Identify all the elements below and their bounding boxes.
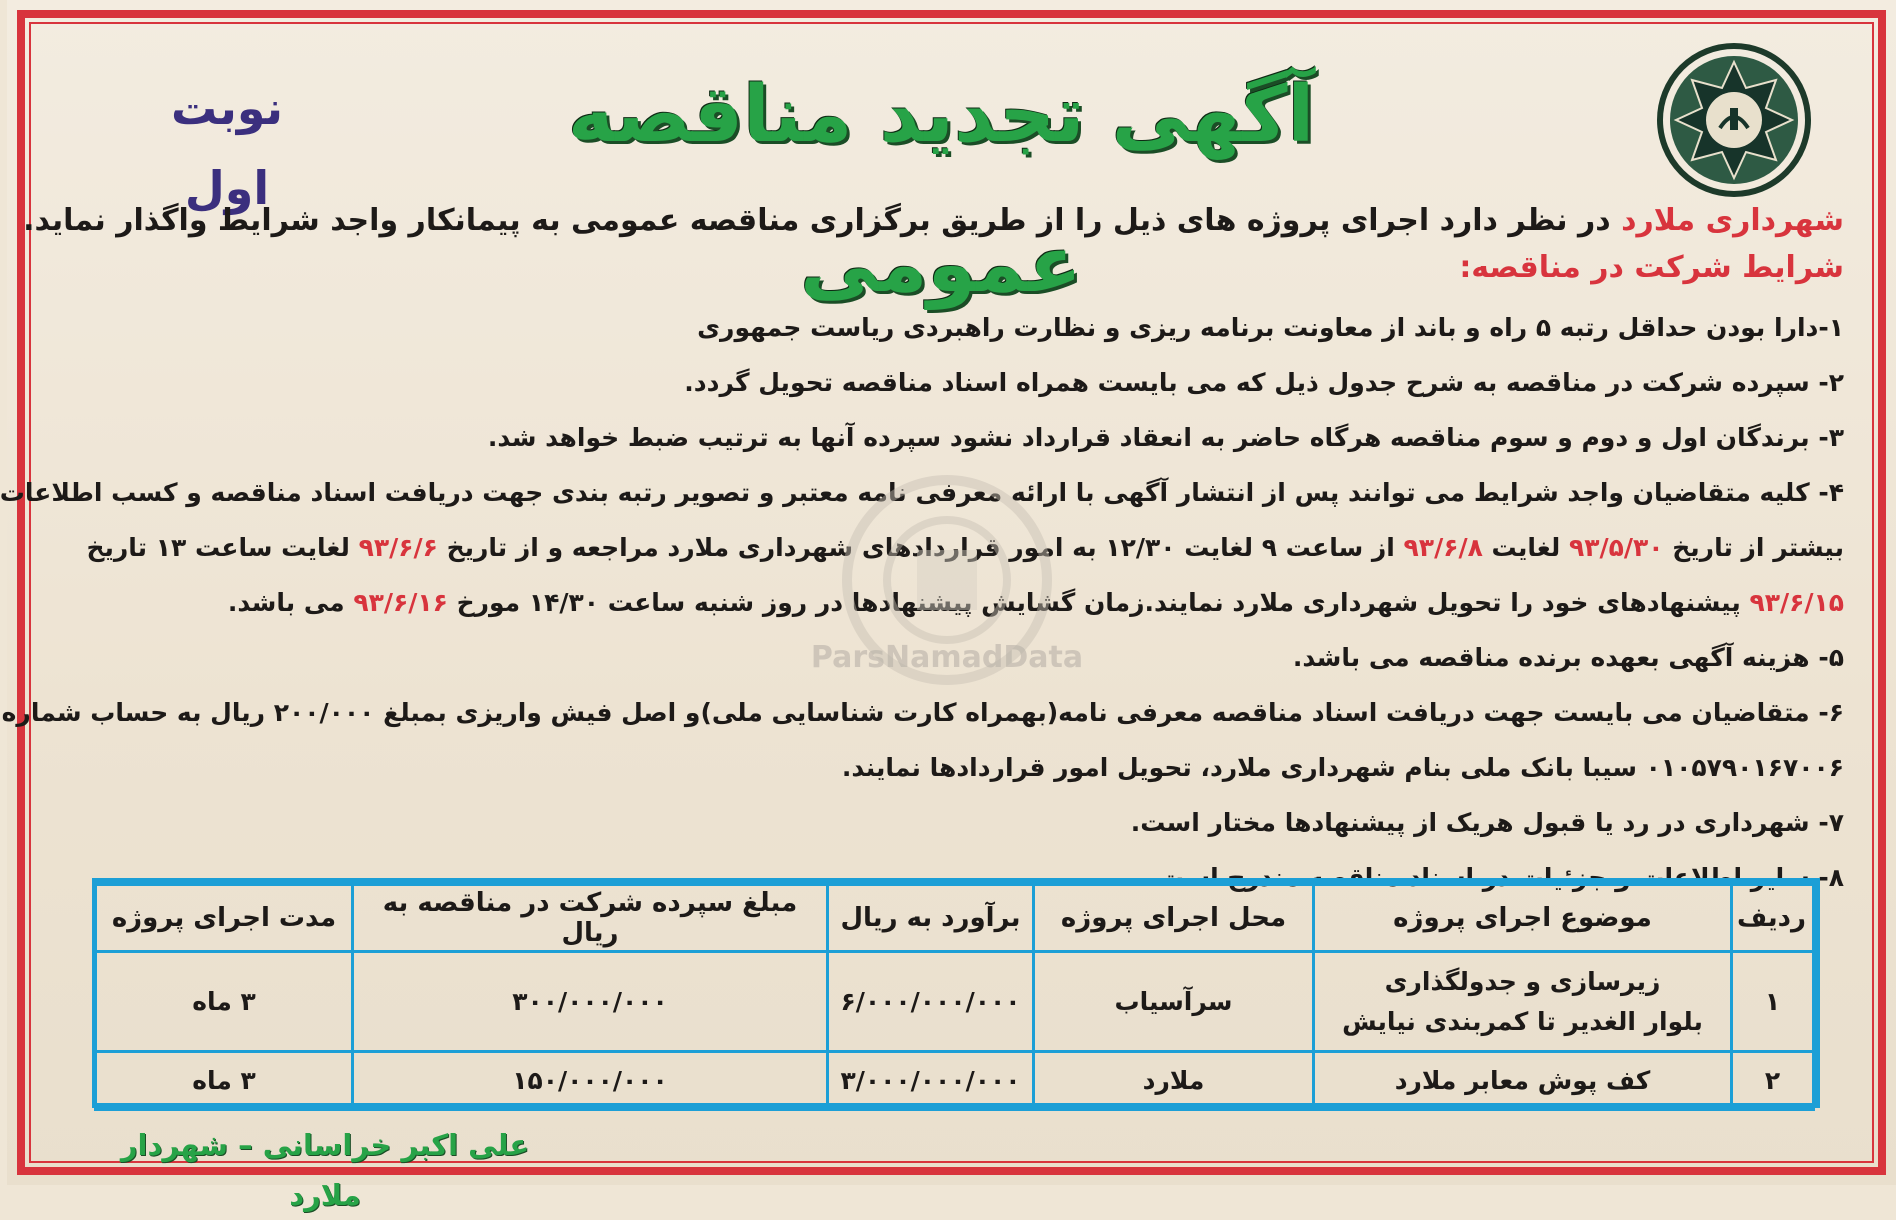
clause-1: ۱-دارا بودن حداقل رتبه ۵ راه و باند از معاونت برنامه ریزی و نظارت راهبردی ریاست جمهوری (697, 313, 1844, 342)
clause-8: ۸- سایر اطلاعات و جزئیات در اسناد مناقصه مندرج است. (1149, 863, 1844, 892)
clause-4-line-3 (64, 575, 1844, 630)
row-duration: ۳ ماه (96, 1052, 353, 1110)
submission-date-to: ۹۳/۶/۱۵ (1749, 588, 1844, 617)
row-index: ۲ (1732, 1052, 1814, 1110)
organization-name: شهرداری ملارد (1621, 203, 1844, 238)
row-estimate: ۶/۰۰۰/۰۰۰/۰۰۰ (828, 952, 1034, 1052)
column-header-duration: مدت اجرای پروژه (96, 885, 353, 952)
column-header-deposit: مبلغ سپرده شرکت در مناقصه به ریال (353, 885, 828, 952)
column-header-index: ردیف (1732, 885, 1814, 952)
clause-6-line-2: ۰۱۰۵۷۹۰۱۶۷۰۰۶ سیبا بانک ملی بنام شهرداری ملارد، تحویل امور قراردادها نمایند. (841, 753, 1844, 782)
clause-5: ۵- هزینه آگهی بعهده برنده مناقصه می باشد. (1292, 643, 1844, 672)
intro-paragraph (23, 196, 1844, 246)
row-location: سرآسیاب (1034, 952, 1314, 1052)
opening-date: ۹۳/۶/۱۶ (353, 588, 448, 617)
row-subject-line-1: زیرسازی و جدولگذاری (1384, 966, 1661, 996)
clause-4-text: بیشتر از تاریخ (1663, 533, 1844, 562)
mayor-signature: علی اکبر خراسانی – شهردار ملارد (120, 1128, 530, 1212)
intro-text: در نظر دارد اجرای پروژه های ذیل را از طریق برگزاری مناقصه عمومی به پیمانکار واجد شرایط واگذار نماید. (23, 203, 1622, 238)
date-to: ۹۳/۶/۸ (1403, 533, 1483, 562)
clause-4-text: لغایت (1482, 533, 1569, 562)
clause-3: ۳- برندگان اول و دوم و سوم مناقصه هرگاه حاضر به انعقاد قرارداد نشود سپرده آنها به ترتیب ضبط خواهد شد. (487, 423, 1844, 452)
column-header-location: محل اجرای پروژه (1034, 885, 1314, 952)
row-subject-line-2: بلوار الغدیر تا کمربندی نیایش (1342, 1006, 1703, 1036)
row-index: ۱ (1732, 952, 1814, 1052)
conditions-heading: شرایط شرکت در مناقصه: (1459, 250, 1844, 285)
row-location: ملارد (1034, 1052, 1314, 1110)
row-subject (1314, 952, 1732, 1052)
round-label: نوبت اول (170, 81, 284, 215)
municipality-logo-icon (1654, 40, 1814, 200)
row-duration: ۳ ماه (96, 952, 353, 1052)
clause-4-line-1: ۴- کلیه متقاضیان واجد شرایط می توانند پس از انتشار آگهی با ارائه معرفی نامه معتبر و تصویر رتبه بندی جهت دریافت اسناد مناقصه و کسب اطلاعات (0, 478, 1844, 507)
clause-7: ۷- شهرداری در رد یا قبول هریک از پیشنهادها مختار است. (1130, 808, 1844, 837)
watermark-brand: ParsNamadData (810, 640, 1084, 675)
clause-6-line-1: ۶- متقاضیان می بایست جهت دریافت اسناد مناقصه معرفی نامه(بهمراه کارت شناسایی ملی)و اصل فیش واریزی بمبلغ ۲۰۰/۰۰۰ ریال به حساب شماره (1, 698, 1844, 727)
row-deposit: ۳۰۰/۰۰۰/۰۰۰ (353, 952, 828, 1052)
table-header-row (96, 885, 1814, 952)
column-header-subject: موضوع اجرای پروژه (1314, 885, 1732, 952)
notice-title: آگهی تجدید مناقصه عمومی (567, 70, 1315, 310)
clause-2: ۲- سپرده شرکت در مناقصه به شرح جدول ذیل که می بایست همراه اسناد مناقصه تحویل گردد. (684, 368, 1844, 397)
clauses-list (0, 300, 1844, 905)
clause-4-line-2 (64, 520, 1844, 575)
table-row (96, 952, 1814, 1052)
clause-4-text: می باشد. (227, 588, 354, 617)
clause-4-text: لغایت ساعت ۱۳ تاریخ (86, 533, 359, 562)
submission-date-from: ۹۳/۶/۶ (358, 533, 438, 562)
table-row (96, 1052, 1814, 1110)
row-estimate: ۳/۰۰۰/۰۰۰/۰۰۰ (828, 1052, 1034, 1110)
clause-4-text: پیشنهادهای خود را تحویل شهرداری ملارد نمایند.زمان گشایش پیشنهادها در روز شنبه ساعت ۱۴/۳۰ مورخ (447, 588, 1750, 617)
date-from: ۹۳/۵/۳۰ (1569, 533, 1664, 562)
column-header-estimate: برآورد به ریال (828, 885, 1034, 952)
row-deposit: ۱۵۰/۰۰۰/۰۰۰ (353, 1052, 828, 1110)
projects-table (92, 878, 1820, 1108)
clause-4-text: از ساعت ۹ لغایت ۱۲/۳۰ به امور قراردادهای شهرداری ملارد مراجعه و از تاریخ (437, 533, 1404, 562)
row-subject: کف پوش معابر ملارد (1314, 1052, 1732, 1110)
